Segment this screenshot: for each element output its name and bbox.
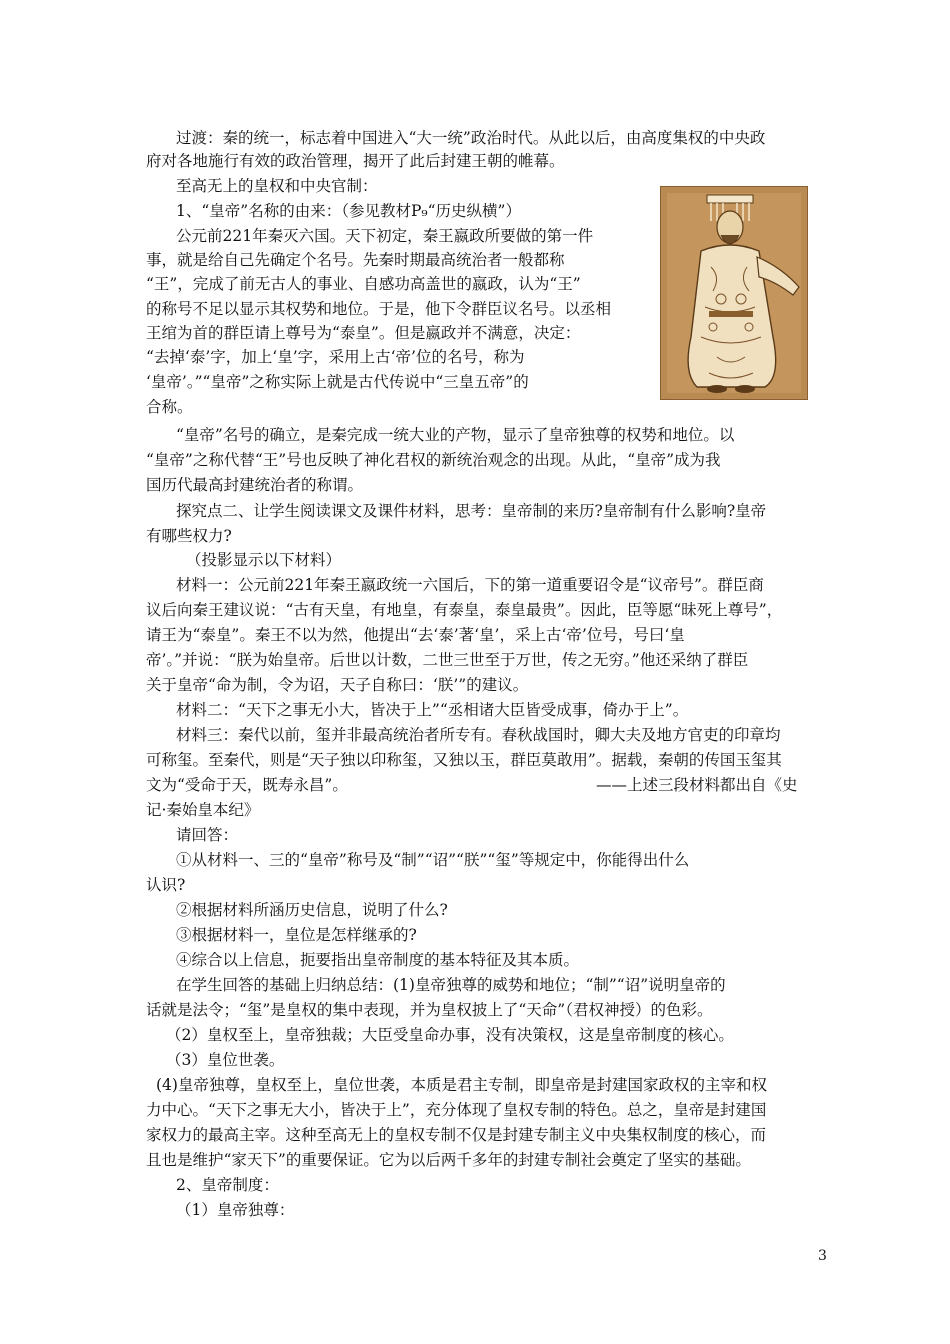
text-line: （2）皇权至上，皇帝独裁；大臣受皇命办事，没有决策权，这是皇帝制度的核心。	[166, 1026, 734, 1044]
text-line: 力中心。“天下之事无大小，皆决于上”，充分体现了皇权专制的特色。总之，皇帝是封建国	[146, 1101, 767, 1119]
source-citation: 记·秦始皇本纪》	[146, 801, 260, 819]
text-line: 王绾为首的群臣请上尊号为“泰皇”。但是嬴政并不满意，决定：	[146, 324, 581, 342]
text-line: 事，就是给自己先确定个名号。先秦时期最高统治者一般都称	[146, 251, 565, 269]
text-line: 有哪些权力?	[146, 527, 232, 545]
text-line: 请回答：	[176, 826, 239, 844]
text-line: 且也是维护“家天下”的重要保证。它为以后两千多年的封建专制社会奠定了坚实的基础。	[146, 1151, 751, 1169]
text-line: “皇帝”名号的确立，是秦完成一统大业的产物，显示了皇帝独尊的权势和地位。以	[176, 426, 735, 444]
text-line: 文为“受命于天，既寿永昌”。	[146, 776, 348, 794]
emperor-portrait-image	[660, 186, 808, 400]
text-line: 材料一：公元前221年秦王嬴政统一六国后，下的第一道重要诏令是“议帝号”。群臣商	[176, 576, 764, 594]
text-line: 合称。	[146, 398, 193, 416]
text-line: “去掉‘泰’字，加上‘皇’字，采用上古‘帝’位的名号，称为	[146, 348, 525, 366]
text-line: 至高无上的皇权和中央官制：	[176, 177, 378, 195]
text-line: 国历代最高封建统治者的称谓。	[146, 476, 364, 494]
text-line: ②根据材料所涵历史信息，说明了什么?	[176, 901, 448, 919]
text-line: 1、“皇帝”名称的由来：（参见教材P₉“历史纵横”）	[176, 202, 521, 220]
text-line: ‘皇帝’。”“皇帝”之称实际上就是古代传说中“三皇五帝”的	[146, 373, 529, 391]
source-citation: ——上述三段材料都出自《史	[596, 776, 798, 794]
text-line: 过渡：秦的统一，标志着中国进入“大一统”政治时代。从此以后，由高度集权的中央政	[176, 129, 766, 147]
text-line: 公元前221年秦灭六国。天下初定，秦王嬴政所要做的第一件	[176, 227, 594, 245]
text-line: (4)皇帝独尊，皇权至上，皇位世袭，本质是君主专制，即皇帝是封建国家政权的主宰和权	[156, 1076, 767, 1094]
text-line: 府对各地施行有效的政治管理，揭开了此后封建王朝的帷幕。	[146, 152, 565, 170]
text-line: 2、皇帝制度：	[176, 1176, 279, 1194]
text-line: 认识?	[146, 876, 186, 894]
text-line: 帝’。”并说：“朕为始皇帝。后世以计数，二世三世至于万世，传之无穷。”他还采纳了群臣	[146, 651, 749, 669]
text-line: 材料二：“天下之事无小大，皆决于上”“丞相诸大臣皆受成事，倚办于上”。	[176, 701, 689, 719]
text-line: “皇帝”之称代替“王”号也反映了神化君权的新统治观念的出现。从此，“皇帝”成为我	[146, 451, 721, 469]
text-line: 家权力的最高主宰。这种至高无上的皇权专制不仅是封建专制主义中央集权制度的核心，而	[146, 1126, 767, 1144]
text-line: “王”，完成了前无古人的事业、自感功高盖世的嬴政，认为“王”	[146, 275, 581, 293]
text-line: 可称玺。至秦代，则是“天子独以印称玺，又独以玉，群臣莫敢用”。据载，秦朝的传国玉玺其	[146, 751, 782, 769]
page-number: 3	[818, 1248, 827, 1264]
text-line: 关于皇帝“命为制，令为诏，天子自称曰：‘朕’”的建议。	[146, 676, 529, 694]
text-line: ③根据材料一，皇位是怎样继承的?	[176, 926, 417, 944]
text-line: （3）皇位世袭。	[166, 1051, 285, 1069]
text-line: 请王为“泰皇”。秦王不以为然，他提出“去‘泰’著‘皇’，采上古‘帝’位号，号曰‘皇	[146, 626, 685, 644]
text-line: （投影显示以下材料）	[186, 551, 342, 569]
text-line: 探究点二、让学生阅读课文及课件材料，思考：皇帝制的来历?皇帝制有什么影响?皇帝	[176, 502, 767, 520]
text-line: 在学生回答的基础上归纳总结：(1)皇帝独尊的威势和地位；“制”“诏”说明皇帝的	[176, 976, 726, 994]
text-line: 材料三：秦代以前，玺并非最高统治者所专有。春秋战国时，卿大夫及地方官吏的印章均	[176, 726, 781, 744]
emperor-portrait-icon	[661, 187, 807, 399]
text-line: 的称号不足以显示其权势和地位。于是，他下令群臣议名号。以丞相	[146, 300, 612, 318]
text-line: 话就是法令；“玺”是皇权的集中表现，并为皇权披上了“天命”（君权神授）的色彩。	[146, 1001, 713, 1019]
text-line: （1）皇帝独尊：	[176, 1201, 295, 1219]
text-line: ①从材料一、三的“皇帝”称号及“制”“诏”“朕”“玺”等规定中，你能得出什么	[176, 851, 690, 869]
text-line: ④综合以上信息，扼要指出皇帝制度的基本特征及其本质。	[176, 951, 580, 969]
text-line: 议后向秦王建议说：“古有天皇，有地皇，有泰皇，泰皇最贵”。因此，臣等愿“昧死上尊号”，	[146, 601, 783, 619]
